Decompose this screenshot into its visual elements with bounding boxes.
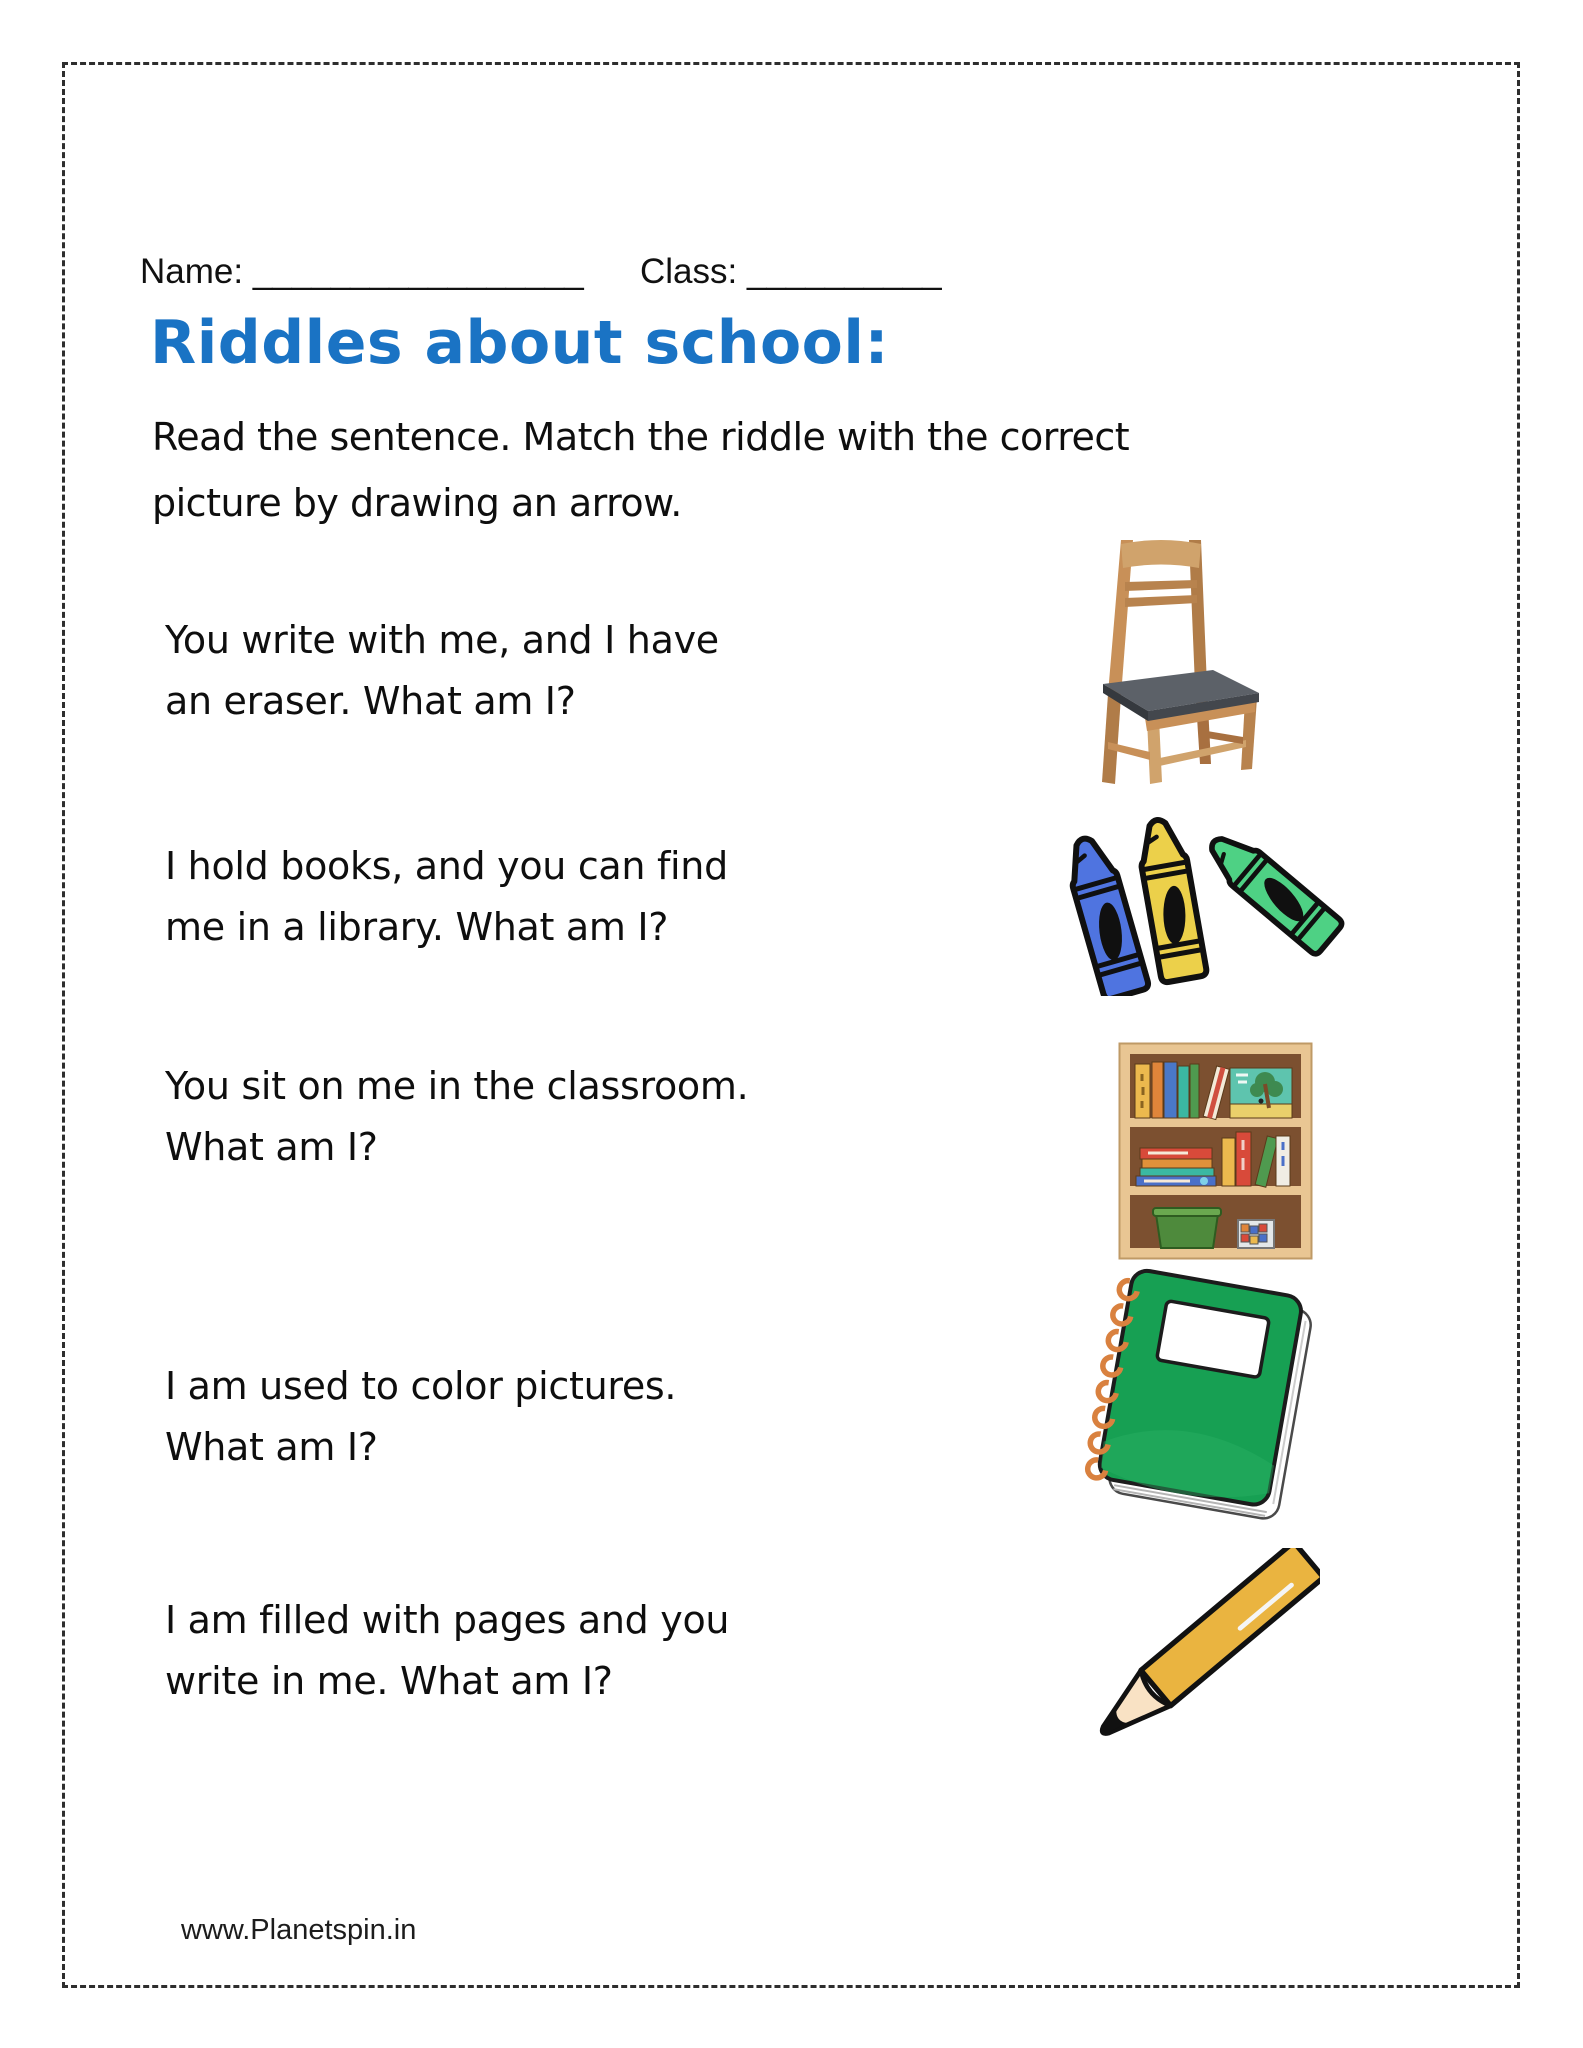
pencil-image xyxy=(1085,1548,1320,1793)
riddle-1-line-2: an eraser. What am I? xyxy=(165,679,576,723)
riddle-3-line-2: What am I? xyxy=(165,1125,378,1169)
footer-website: www.Planetspin.in xyxy=(181,1914,417,1946)
riddle-1-line-1: You write with me, and I have xyxy=(165,618,719,662)
riddle-4-line-2: What am I? xyxy=(165,1425,378,1469)
chair-image xyxy=(1075,536,1275,786)
riddle-text-5 xyxy=(165,1590,729,1712)
pencil-body xyxy=(1141,1548,1320,1706)
chair-back xyxy=(1108,540,1207,696)
crayon-green xyxy=(1200,825,1344,956)
name-blank-line: _________________ xyxy=(252,252,584,291)
bookshelf-image xyxy=(1118,1042,1313,1260)
riddle-4-line-1: I am used to color pictures. xyxy=(165,1364,677,1408)
riddle-2-line-2: me in a library. What am I? xyxy=(165,905,669,949)
riddle-5-line-2: write in me. What am I? xyxy=(165,1659,613,1703)
instructions-line-1: Read the sentence. Match the riddle with the correct xyxy=(152,415,1130,459)
crayon-blue xyxy=(1061,833,1150,996)
instructions xyxy=(152,404,1129,536)
notebook-image xyxy=(1082,1260,1322,1522)
riddle-text-2 xyxy=(165,836,728,958)
shelf-board-2 xyxy=(1130,1186,1301,1195)
riddle-text-3 xyxy=(165,1056,748,1178)
class-blank-line: __________ xyxy=(746,252,942,291)
class-field xyxy=(640,252,942,292)
name-label: Name: xyxy=(140,252,244,291)
riddle-text-1 xyxy=(165,610,719,732)
class-label: Class: xyxy=(640,252,738,291)
crayons-image xyxy=(1008,778,1348,996)
riddle-2-line-1: I hold books, and you can find xyxy=(165,844,728,888)
name-field xyxy=(140,252,584,292)
riddle-5-line-1: I am filled with pages and you xyxy=(165,1598,730,1642)
instructions-line-2: picture by drawing an arrow. xyxy=(152,481,682,525)
riddle-3-line-1: You sit on me in the classroom. xyxy=(165,1064,749,1108)
riddle-text-4 xyxy=(165,1356,676,1478)
worksheet-title: Riddles about school: xyxy=(150,308,889,378)
crayon-yellow xyxy=(1134,816,1207,983)
